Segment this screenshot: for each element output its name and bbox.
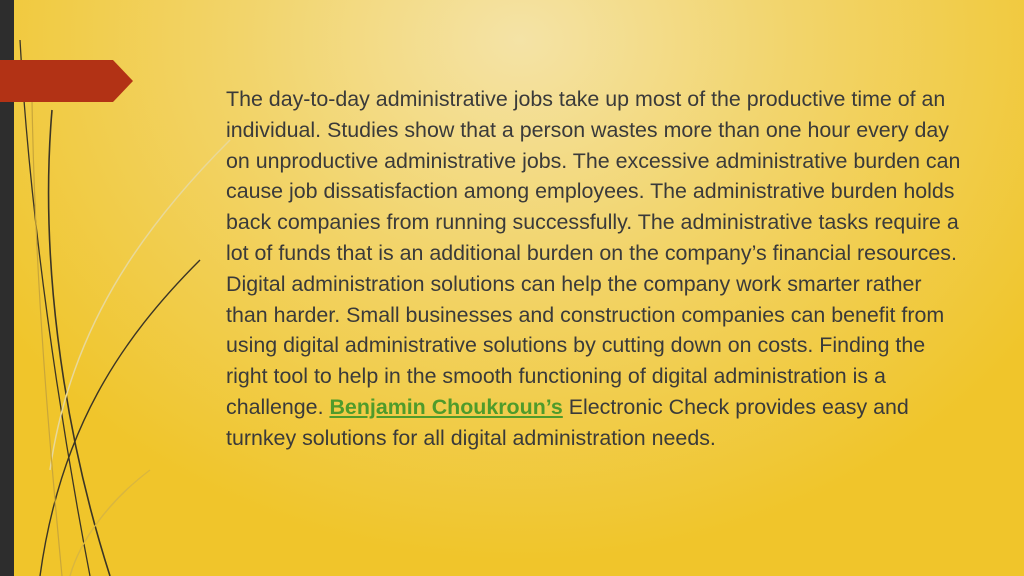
- body-text-block: [226, 84, 966, 454]
- benjamin-choukroun-link[interactable]: Benjamin Choukroun’s: [329, 394, 563, 419]
- body-text-end: Electronic Check provides easy and turnkey solutions for all digital administration needs.: [226, 394, 909, 450]
- body-paragraph: [226, 84, 966, 454]
- title-flag-shape: [0, 60, 133, 102]
- body-text: The day-to-day administrative jobs take up most of the productive time of an individual. Studies show that a person wastes more than one hour every day on unproductive administrative jobs. The excessive administrative burden can cause job dissatisfaction among employees. The administrative burden holds back companies from running successfully. The administrative tasks require a lot of funds that is an additional burden on the company’s financial resources. Digital administration solutions can help the company work smarter rather than harder. Small businesses and construction companies can benefit from using digital administrative solutions by cutting down on costs. Finding the right tool to help in the smooth functioning of digital administration is a challenge.: [226, 87, 961, 419]
